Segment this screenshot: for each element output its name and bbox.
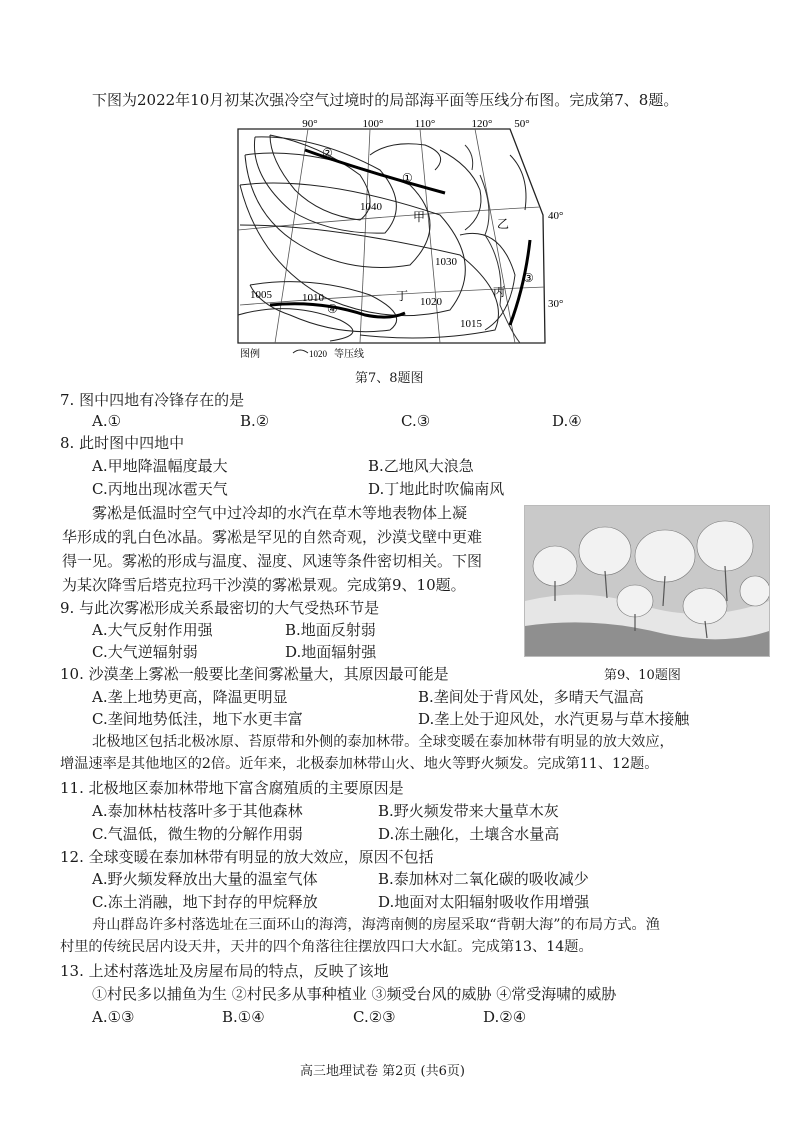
- q13-stem: 13. 上述村落选址及房屋布局的特点，反映了该地: [60, 962, 389, 980]
- mark-2: ②: [322, 146, 333, 160]
- q10-stem: 10. 沙漠垄上雾凇一般要比垄间雾凇量大，其原因最可能是: [60, 665, 449, 683]
- q12-option-a: A.野火频发释放出大量的温室气体: [92, 870, 318, 888]
- lat-label-40: 40°: [548, 210, 564, 222]
- q11-option-c: C.气温低，微生物的分解作用弱: [92, 825, 303, 843]
- place-label-yi: 乙: [497, 217, 510, 231]
- q7-option-a: A.①: [92, 412, 122, 430]
- lat-label-30: 30°: [548, 298, 564, 310]
- page-footer: 高三地理试卷 第2页 (共6页): [300, 1064, 465, 1079]
- mark-4: ④: [327, 302, 338, 316]
- q13-option-a: A.①③: [92, 1008, 135, 1026]
- intro-9-10-line-4: 为某次降雪后塔克拉玛干沙漠的雾凇景观。完成第9、10题。: [62, 576, 466, 594]
- isobar-label-1005: 1005: [250, 289, 272, 301]
- place-label-jia: 甲: [413, 210, 426, 224]
- lon-label-120: 120°: [471, 118, 493, 130]
- q9-option-a: A.大气反射作用强: [92, 621, 213, 639]
- intro-9-10-line-3: 得一见。雾凇的形成与温度、湿度、风速等条件密切相关。下图: [62, 552, 483, 570]
- caption-7-8: 第7、8题图: [355, 371, 424, 386]
- isobar-label-1020: 1020: [420, 296, 442, 308]
- q8-option-b: B.乙地风大浪急: [368, 457, 474, 475]
- q11-option-d: D.冻土融化，土壤含水量高: [378, 825, 560, 843]
- q11-option-b: B.野火频发带来大量草木灰: [378, 802, 559, 820]
- intro-11-12-line-2: 增温速率是其他地区的2倍。近年来，北极泰加林带山火、地火等野火频发。完成第11、12题。: [60, 756, 659, 772]
- q7-option-d: D.④: [552, 412, 582, 430]
- isobar-label-1010: 1010: [302, 292, 324, 304]
- q7-option-b: B.②: [240, 412, 270, 430]
- q10-option-b: B.垄间处于背风处，多晴天气温高: [418, 688, 644, 706]
- intro-7-8: 下图为2022年10月初某次强冷空气过境时的局部海平面等压线分布图。完成第7、8题。: [92, 91, 679, 109]
- q13-items: ①村民多以捕鱼为生 ②村民多从事种植业 ③频受台风的威胁 ④常受海啸的威胁: [92, 985, 617, 1003]
- lat-label-50: 50°: [514, 118, 530, 130]
- q10-option-a: A.垄上地势更高，降温更明显: [92, 688, 288, 706]
- intro-9-10-line-2: 华形成的乳白色冰晶。雾凇是罕见的自然奇观，沙漠戈壁中更难: [62, 528, 483, 546]
- q9-option-b: B.地面反射弱: [285, 621, 376, 639]
- legend-prefix: 图例: [240, 349, 260, 360]
- legend-value: 1020: [309, 349, 327, 359]
- mark-3: ③: [523, 271, 534, 285]
- q8-option-c: C.丙地出现冰雹天气: [92, 480, 228, 498]
- q7-stem: 7. 图中四地有冷锋存在的是: [60, 391, 245, 409]
- q13-option-c: C.②③: [353, 1008, 396, 1026]
- q10-option-c: C.垄间地势低洼，地下水更丰富: [92, 710, 303, 728]
- q7-option-c: C.③: [401, 412, 431, 430]
- isobar-label-1030: 1030: [435, 256, 457, 268]
- q8-stem: 8. 此时图中四地中: [60, 434, 185, 452]
- isobar-label-1040: 1040: [360, 201, 382, 213]
- rime-photo: [524, 505, 770, 657]
- isobar-map: [210, 115, 570, 365]
- legend-text: 等压线: [334, 349, 364, 360]
- q8-option-d: D.丁地此时吹偏南风: [368, 480, 505, 498]
- q12-option-b: B.泰加林对二氧化碳的吸收减少: [378, 870, 589, 888]
- intro-13-14-line-1: 舟山群岛许多村落选址在三面环山的海湾，海湾南侧的房屋采取“背朝大海”的布局方式。渔: [92, 917, 660, 933]
- q11-stem: 11. 北极地区泰加林带地下富含腐殖质的主要原因是: [60, 779, 404, 797]
- q13-option-d: D.②④: [483, 1008, 527, 1026]
- lon-label-100: 100°: [362, 118, 384, 130]
- q13-option-b: B.①④: [222, 1008, 265, 1026]
- place-label-bing: 丙: [493, 285, 506, 299]
- q12-option-d: D.地面对太阳辐射吸收作用增强: [378, 893, 590, 911]
- q12-option-c: C.冻土消融，地下封存的甲烷释放: [92, 893, 318, 911]
- mark-1: ①: [402, 171, 413, 185]
- place-label-ding: 丁: [396, 289, 409, 303]
- isobar-label-1015: 1015: [460, 318, 482, 330]
- q9-option-c: C.大气逆辐射弱: [92, 643, 198, 661]
- intro-11-12-line-1: 北极地区包括北极冰原、苔原带和外侧的泰加林带。全球变暖在泰加林带有明显的放大效应，: [92, 734, 674, 750]
- q11-option-a: A.泰加林枯枝落叶多于其他森林: [92, 802, 303, 820]
- lon-label-90: 90°: [302, 118, 318, 130]
- q9-stem: 9. 与此次雾凇形成关系最密切的大气受热环节是: [60, 599, 380, 617]
- q10-option-d: D.垄上处于迎风处，水汽更易与草木接触: [418, 710, 690, 728]
- q12-stem: 12. 全球变暖在泰加林带有明显的放大效应，原因不包括: [60, 848, 434, 866]
- lon-label-110: 110°: [414, 118, 436, 130]
- q9-option-d: D.地面辐射强: [285, 643, 377, 661]
- intro-9-10-line-1: 雾凇是低温时空气中过冷却的水汽在草木等地表物体上凝: [92, 504, 468, 522]
- caption-9-10: 第9、10题图: [604, 668, 681, 683]
- q8-option-a: A.甲地降温幅度最大: [92, 457, 228, 475]
- intro-13-14-line-2: 村里的传统民居内设天井，天井的四个角落往往摆放四口大水缸。完成第13、14题。: [60, 939, 593, 955]
